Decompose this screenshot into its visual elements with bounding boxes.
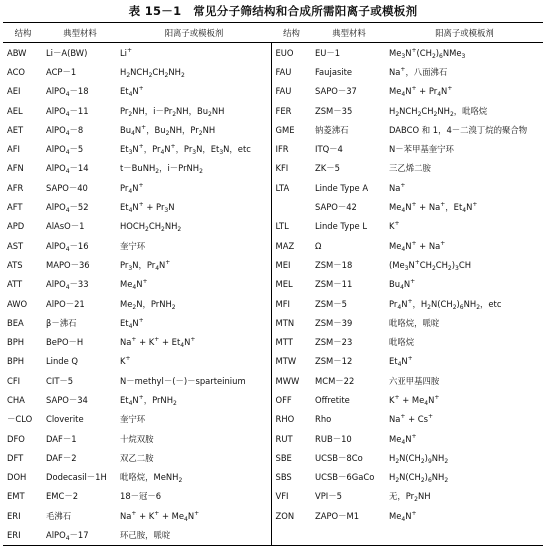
table-row bbox=[3, 62, 543, 81]
typical-material-cell: AlPO$_4$－52 bbox=[46, 202, 89, 215]
structure-code-cell: AFR bbox=[7, 182, 24, 193]
typical-material-cell: ZSM－12 bbox=[315, 356, 353, 367]
typical-material-cell: ZSM－39 bbox=[315, 317, 353, 328]
table-row bbox=[3, 178, 543, 197]
cation-template-cell: $Bu_4N^+$ bbox=[389, 278, 416, 292]
cation-template-cell: $Me_4N^+ + Na^+$，$Et_4N^+$ bbox=[389, 201, 478, 215]
header-structure: 结构 bbox=[3, 23, 43, 43]
typical-material-cell: UCSB－6GaCo bbox=[315, 472, 375, 483]
cation-template-cell: $Pr_4N^+$ bbox=[117, 178, 271, 197]
structure-code-cell: ERI bbox=[3, 525, 43, 545]
cation-template-cell: $Et_4N^+$，PrNH$_2$ bbox=[117, 390, 271, 409]
cation-template-cell: 奎宁环 bbox=[117, 410, 271, 429]
cation-template-cell: $(Me_3N^+CH_2CH_2)_3CH$ bbox=[389, 258, 472, 272]
structure-code-cell: ZON bbox=[275, 510, 295, 521]
structure-code-cell: AEL bbox=[7, 105, 23, 116]
structure-code-cell: ATS bbox=[7, 259, 23, 270]
cation-template-cell: 双乙二胺 bbox=[117, 448, 271, 467]
structure-code-cell: APD bbox=[7, 221, 25, 232]
table-row bbox=[3, 429, 543, 448]
table-row bbox=[3, 101, 543, 120]
table-row bbox=[3, 139, 543, 158]
structure-code-cell: AEI bbox=[7, 86, 21, 97]
table-body bbox=[3, 43, 543, 546]
typical-material-cell: AlPO$_4$－16 bbox=[46, 240, 89, 253]
cation-template-cell: Na+，八面沸石 bbox=[389, 65, 448, 77]
cation-template-cell: $Et_4N^+$ bbox=[389, 355, 413, 369]
table-row bbox=[3, 255, 543, 274]
cation-template-cell: $Bu_4N^+$，$Bu_2NH$，$Pr_2NH$ bbox=[117, 120, 271, 139]
typical-material-cell: AlPO$_4$－8 bbox=[46, 124, 84, 137]
table-row bbox=[3, 120, 543, 139]
typical-material-cell: ZK－5 bbox=[315, 163, 340, 174]
table-row bbox=[3, 332, 543, 351]
zeolite-table bbox=[3, 22, 543, 546]
cation-template-cell: DABCO 和 1，4－二溴丁烷的聚合物 bbox=[389, 124, 528, 135]
structure-code-cell: RUT bbox=[275, 433, 293, 444]
typical-material-cell: ZSM－5 bbox=[315, 298, 347, 309]
cation-template-cell: Na+ bbox=[389, 181, 406, 193]
cation-template-cell: 十烷双胺 bbox=[117, 429, 271, 448]
cation-template-cell: $Na^+ + K^+ + Et_4N^+$ bbox=[117, 332, 271, 351]
typical-material-cell: Faujasite bbox=[315, 66, 353, 77]
table-title: 表 15－1 常见分子筛结构和合成所需阳离子或模板剂 bbox=[128, 4, 418, 18]
structure-code-cell: SBS bbox=[275, 472, 292, 483]
structure-code-cell: DFT bbox=[7, 452, 24, 463]
structure-code-cell: VFI bbox=[275, 491, 289, 502]
table-row bbox=[3, 448, 543, 467]
typical-material-cell: Rho bbox=[315, 414, 332, 425]
structure-code-cell: ABW bbox=[7, 47, 27, 58]
typical-material-cell: RUB－10 bbox=[315, 433, 352, 444]
typical-material-cell: Li－A(BW) bbox=[46, 47, 88, 58]
typical-material-cell: Linde Type A bbox=[315, 182, 369, 193]
typical-material-cell: ITQ－4 bbox=[315, 144, 343, 155]
typical-material-cell: Linde Q bbox=[46, 356, 79, 367]
table-row bbox=[3, 352, 543, 371]
typical-material-cell: Linde Type L bbox=[315, 221, 367, 232]
table-row bbox=[3, 197, 543, 216]
cation-template-cell: $Et_3N^+$，$Pr_4N^+$，$Pr_3N$，$Et_3N$，etc bbox=[117, 139, 271, 158]
cation-template-cell: 吡咯烷，MeNH$_2$ bbox=[117, 468, 271, 487]
structure-code-cell: MEI bbox=[275, 259, 291, 270]
cation-template-cell: $Pr_4N^+$，$H_2N(CH_2)_6NH_2$，etc bbox=[389, 297, 502, 311]
cation-template-cell: t－BuNH$_2$，i－PrNH$_2$ bbox=[117, 159, 271, 178]
typical-material-cell: SAPO－42 bbox=[315, 202, 357, 213]
cation-template-cell: N－methyl－(－)－sparteinium bbox=[117, 371, 271, 390]
structure-code-cell: FER bbox=[275, 105, 292, 116]
cation-template-cell: $Et_4N^+ + Pr_3N$ bbox=[117, 197, 271, 216]
header-cation: 阳离子或模板剂 bbox=[386, 23, 543, 43]
cation-template-cell: 环己胺，哌啶 bbox=[117, 525, 271, 545]
structure-code-cell: FAU bbox=[275, 86, 292, 97]
cation-template-cell: $Pr_3N$，$Pr_4N^+$ bbox=[117, 255, 271, 274]
structure-code-cell: EMT bbox=[7, 491, 25, 502]
cation-template-cell: $Pr_2NH$，$i-Pr_2NH$，$Bu_2NH$ bbox=[117, 101, 271, 120]
typical-material-cell: AlPO$_4$－14 bbox=[46, 163, 89, 176]
structure-code-cell: ATT bbox=[7, 279, 23, 290]
structure-code-cell: LTA bbox=[275, 182, 290, 193]
typical-material-cell: AlPO$_4$－5 bbox=[46, 144, 84, 157]
structure-code-cell: FAU bbox=[275, 66, 292, 77]
typical-material-cell: Ω bbox=[315, 240, 322, 251]
header-row bbox=[3, 23, 543, 43]
typical-material-cell: AlPO－21 bbox=[46, 298, 85, 309]
table-row bbox=[3, 525, 543, 545]
typical-material-cell: VPI－5 bbox=[315, 491, 342, 502]
cation-template-cell: $Me_4N^+ + Na^+$ bbox=[389, 239, 446, 253]
table-row bbox=[3, 294, 543, 313]
structure-code-cell: SBE bbox=[275, 452, 292, 463]
cation-template-cell: $Me_4N^+$ bbox=[389, 509, 417, 523]
table-row bbox=[3, 82, 543, 101]
table-row bbox=[3, 468, 543, 487]
cation-template-cell: 吡咯烷，哌啶 bbox=[389, 317, 440, 328]
structure-code-cell: ERI bbox=[7, 510, 21, 521]
structure-code-cell: AFI bbox=[7, 144, 21, 155]
cation-template-cell: K+ bbox=[389, 220, 400, 232]
typical-material-cell: BePO－H bbox=[46, 337, 84, 348]
table-row bbox=[3, 159, 543, 178]
typical-material-cell: EMC－2 bbox=[46, 491, 79, 502]
cation-template-cell: 奎宁环 bbox=[117, 236, 271, 255]
typical-material-cell: Dodecasil－1H bbox=[46, 472, 107, 483]
typical-material-cell: AlPO$_4$－17 bbox=[43, 525, 117, 545]
cation-template-cell: $Me_4N^+$ bbox=[389, 432, 417, 446]
cation-template-cell: 吡咯烷 bbox=[389, 337, 415, 348]
header-cation: 阳离子或模板剂 bbox=[117, 23, 271, 43]
cation-template-cell: $H_2NCH_2CH_2NH_2$ bbox=[117, 62, 271, 81]
header-material: 典型材料 bbox=[43, 23, 117, 43]
cation-template-cell: $Me_2N$，PrNH$_2$ bbox=[117, 294, 271, 313]
table-row bbox=[3, 487, 543, 506]
cation-template-cell: Li+ bbox=[117, 43, 271, 63]
typical-material-cell: MCM－22 bbox=[315, 375, 355, 386]
cation-template-cell: $HOCH_2CH_2NH_2$ bbox=[117, 217, 271, 236]
table-row bbox=[3, 506, 543, 525]
table-row bbox=[3, 313, 543, 332]
table-row bbox=[3, 217, 543, 236]
structure-code-cell: DOH bbox=[7, 472, 27, 483]
structure-code-cell: OFF bbox=[275, 394, 292, 405]
typical-material-cell: ZSM－11 bbox=[315, 279, 353, 290]
cation-template-cell: $Me_4N^+ + Pr_4N^+$ bbox=[389, 85, 453, 99]
header-material: 典型材料 bbox=[312, 23, 386, 43]
typical-material-cell: ZAPO－M1 bbox=[315, 510, 360, 521]
header-structure: 结构 bbox=[271, 23, 312, 43]
structure-code-cell: AET bbox=[7, 124, 24, 135]
structure-code-cell: AWO bbox=[7, 298, 28, 309]
cation-template-cell: 三乙烯二胺 bbox=[389, 163, 431, 174]
structure-code-cell: CHA bbox=[7, 394, 25, 405]
typical-material-cell: AlAsO－1 bbox=[46, 221, 85, 232]
typical-material-cell: 钠菱沸石 bbox=[315, 124, 349, 135]
typical-material-cell: Offretite bbox=[315, 394, 350, 405]
typical-material-cell: SAPO－37 bbox=[315, 86, 357, 97]
cation-template-cell: 无，$Pr_2NH$ bbox=[389, 491, 431, 504]
typical-material-cell: ACP－1 bbox=[46, 66, 77, 77]
structure-code-cell: MFI bbox=[275, 298, 291, 309]
structure-code-cell: MWW bbox=[275, 375, 300, 386]
cation-template-cell: $K^+ + Me_4N^+$ bbox=[389, 393, 440, 407]
typical-material-cell: UCSB－8Co bbox=[315, 452, 363, 463]
structure-code-cell bbox=[271, 525, 312, 545]
cation-template-cell: $Me_3N^+(CH_2)_6NMe_3$ bbox=[389, 46, 466, 60]
cation-template-cell: $H_2NCH_2CH_2NH_2$，吡咯烷 bbox=[389, 105, 488, 118]
typical-material-cell: SAPO－34 bbox=[46, 394, 88, 405]
structure-code-cell: GME bbox=[275, 124, 295, 135]
structure-code-cell: MTN bbox=[275, 317, 295, 328]
structure-code-cell: RHO bbox=[275, 414, 295, 425]
structure-code-cell: CFI bbox=[7, 375, 21, 386]
cation-template-cell bbox=[386, 525, 543, 545]
structure-code-cell: EUO bbox=[275, 47, 294, 58]
table-row bbox=[3, 275, 543, 294]
cation-template-cell: 六亚甲基四胺 bbox=[389, 375, 440, 386]
structure-code-cell: DFO bbox=[7, 433, 25, 444]
cation-template-cell: $Et_4N^+$ bbox=[117, 313, 271, 332]
structure-code-cell: AFT bbox=[7, 202, 23, 213]
table-row bbox=[3, 236, 543, 255]
cation-template-cell: K+ bbox=[117, 352, 271, 371]
cation-template-cell: $Me_4N^+$ bbox=[117, 275, 271, 294]
typical-material-cell: AlPO$_4$－18 bbox=[46, 86, 89, 99]
cation-template-cell: $Et_4N^+$ bbox=[117, 82, 271, 101]
structure-code-cell: KFI bbox=[275, 163, 289, 174]
typical-material-cell bbox=[312, 525, 386, 545]
typical-material-cell: 毛沸石 bbox=[46, 510, 72, 521]
table-row bbox=[3, 390, 543, 409]
structure-code-cell: IFR bbox=[275, 144, 289, 155]
typical-material-cell: ZSM－35 bbox=[315, 105, 353, 116]
structure-code-cell bbox=[271, 197, 312, 216]
cation-template-cell: Na+ + Cs+ bbox=[389, 413, 434, 425]
typical-material-cell: SAPO－40 bbox=[46, 182, 88, 193]
typical-material-cell: β－沸石 bbox=[46, 317, 77, 328]
cation-template-cell: $Na^+ + K^+ + Me_4N^+$ bbox=[117, 506, 271, 525]
typical-material-cell: ZSM－18 bbox=[315, 259, 353, 270]
typical-material-cell: EU－1 bbox=[315, 47, 341, 58]
structure-code-cell: BPH bbox=[7, 337, 25, 348]
typical-material-cell: MAPO－36 bbox=[46, 259, 90, 270]
typical-material-cell: ZSM－23 bbox=[315, 337, 353, 348]
structure-code-cell: LTL bbox=[275, 221, 289, 232]
typical-material-cell: CIT－5 bbox=[46, 375, 74, 386]
cation-template-cell: 18－冠－6 bbox=[117, 487, 271, 506]
structure-code-cell: MAZ bbox=[275, 240, 295, 251]
table-row bbox=[3, 371, 543, 390]
structure-code-cell: BPH bbox=[7, 356, 25, 367]
cation-template-cell: $H_2N(CH_2)_9NH_2$ bbox=[389, 452, 449, 465]
typical-material-cell: DAF－2 bbox=[46, 452, 77, 463]
cation-template-cell: $H_2N(CH_2)_6NH_2$ bbox=[389, 472, 449, 485]
typical-material-cell: AlPO$_4$－11 bbox=[46, 105, 89, 118]
structure-code-cell: ACO bbox=[7, 66, 26, 77]
structure-code-cell: －CLO bbox=[7, 414, 33, 425]
table-row bbox=[3, 410, 543, 429]
typical-material-cell: AlPO$_4$－33 bbox=[46, 279, 89, 292]
structure-code-cell: BEA bbox=[7, 317, 24, 328]
typical-material-cell: Cloverite bbox=[46, 414, 84, 425]
structure-code-cell: MEL bbox=[275, 279, 293, 290]
typical-material-cell: DAF－1 bbox=[46, 433, 77, 444]
cation-template-cell: N－苯甲基奎宁环 bbox=[389, 144, 454, 155]
structure-code-cell: MTT bbox=[275, 337, 293, 348]
structure-code-cell: AFN bbox=[7, 163, 24, 174]
structure-code-cell: AST bbox=[7, 240, 24, 251]
structure-code-cell: MTW bbox=[275, 356, 297, 367]
table-row bbox=[3, 43, 543, 63]
